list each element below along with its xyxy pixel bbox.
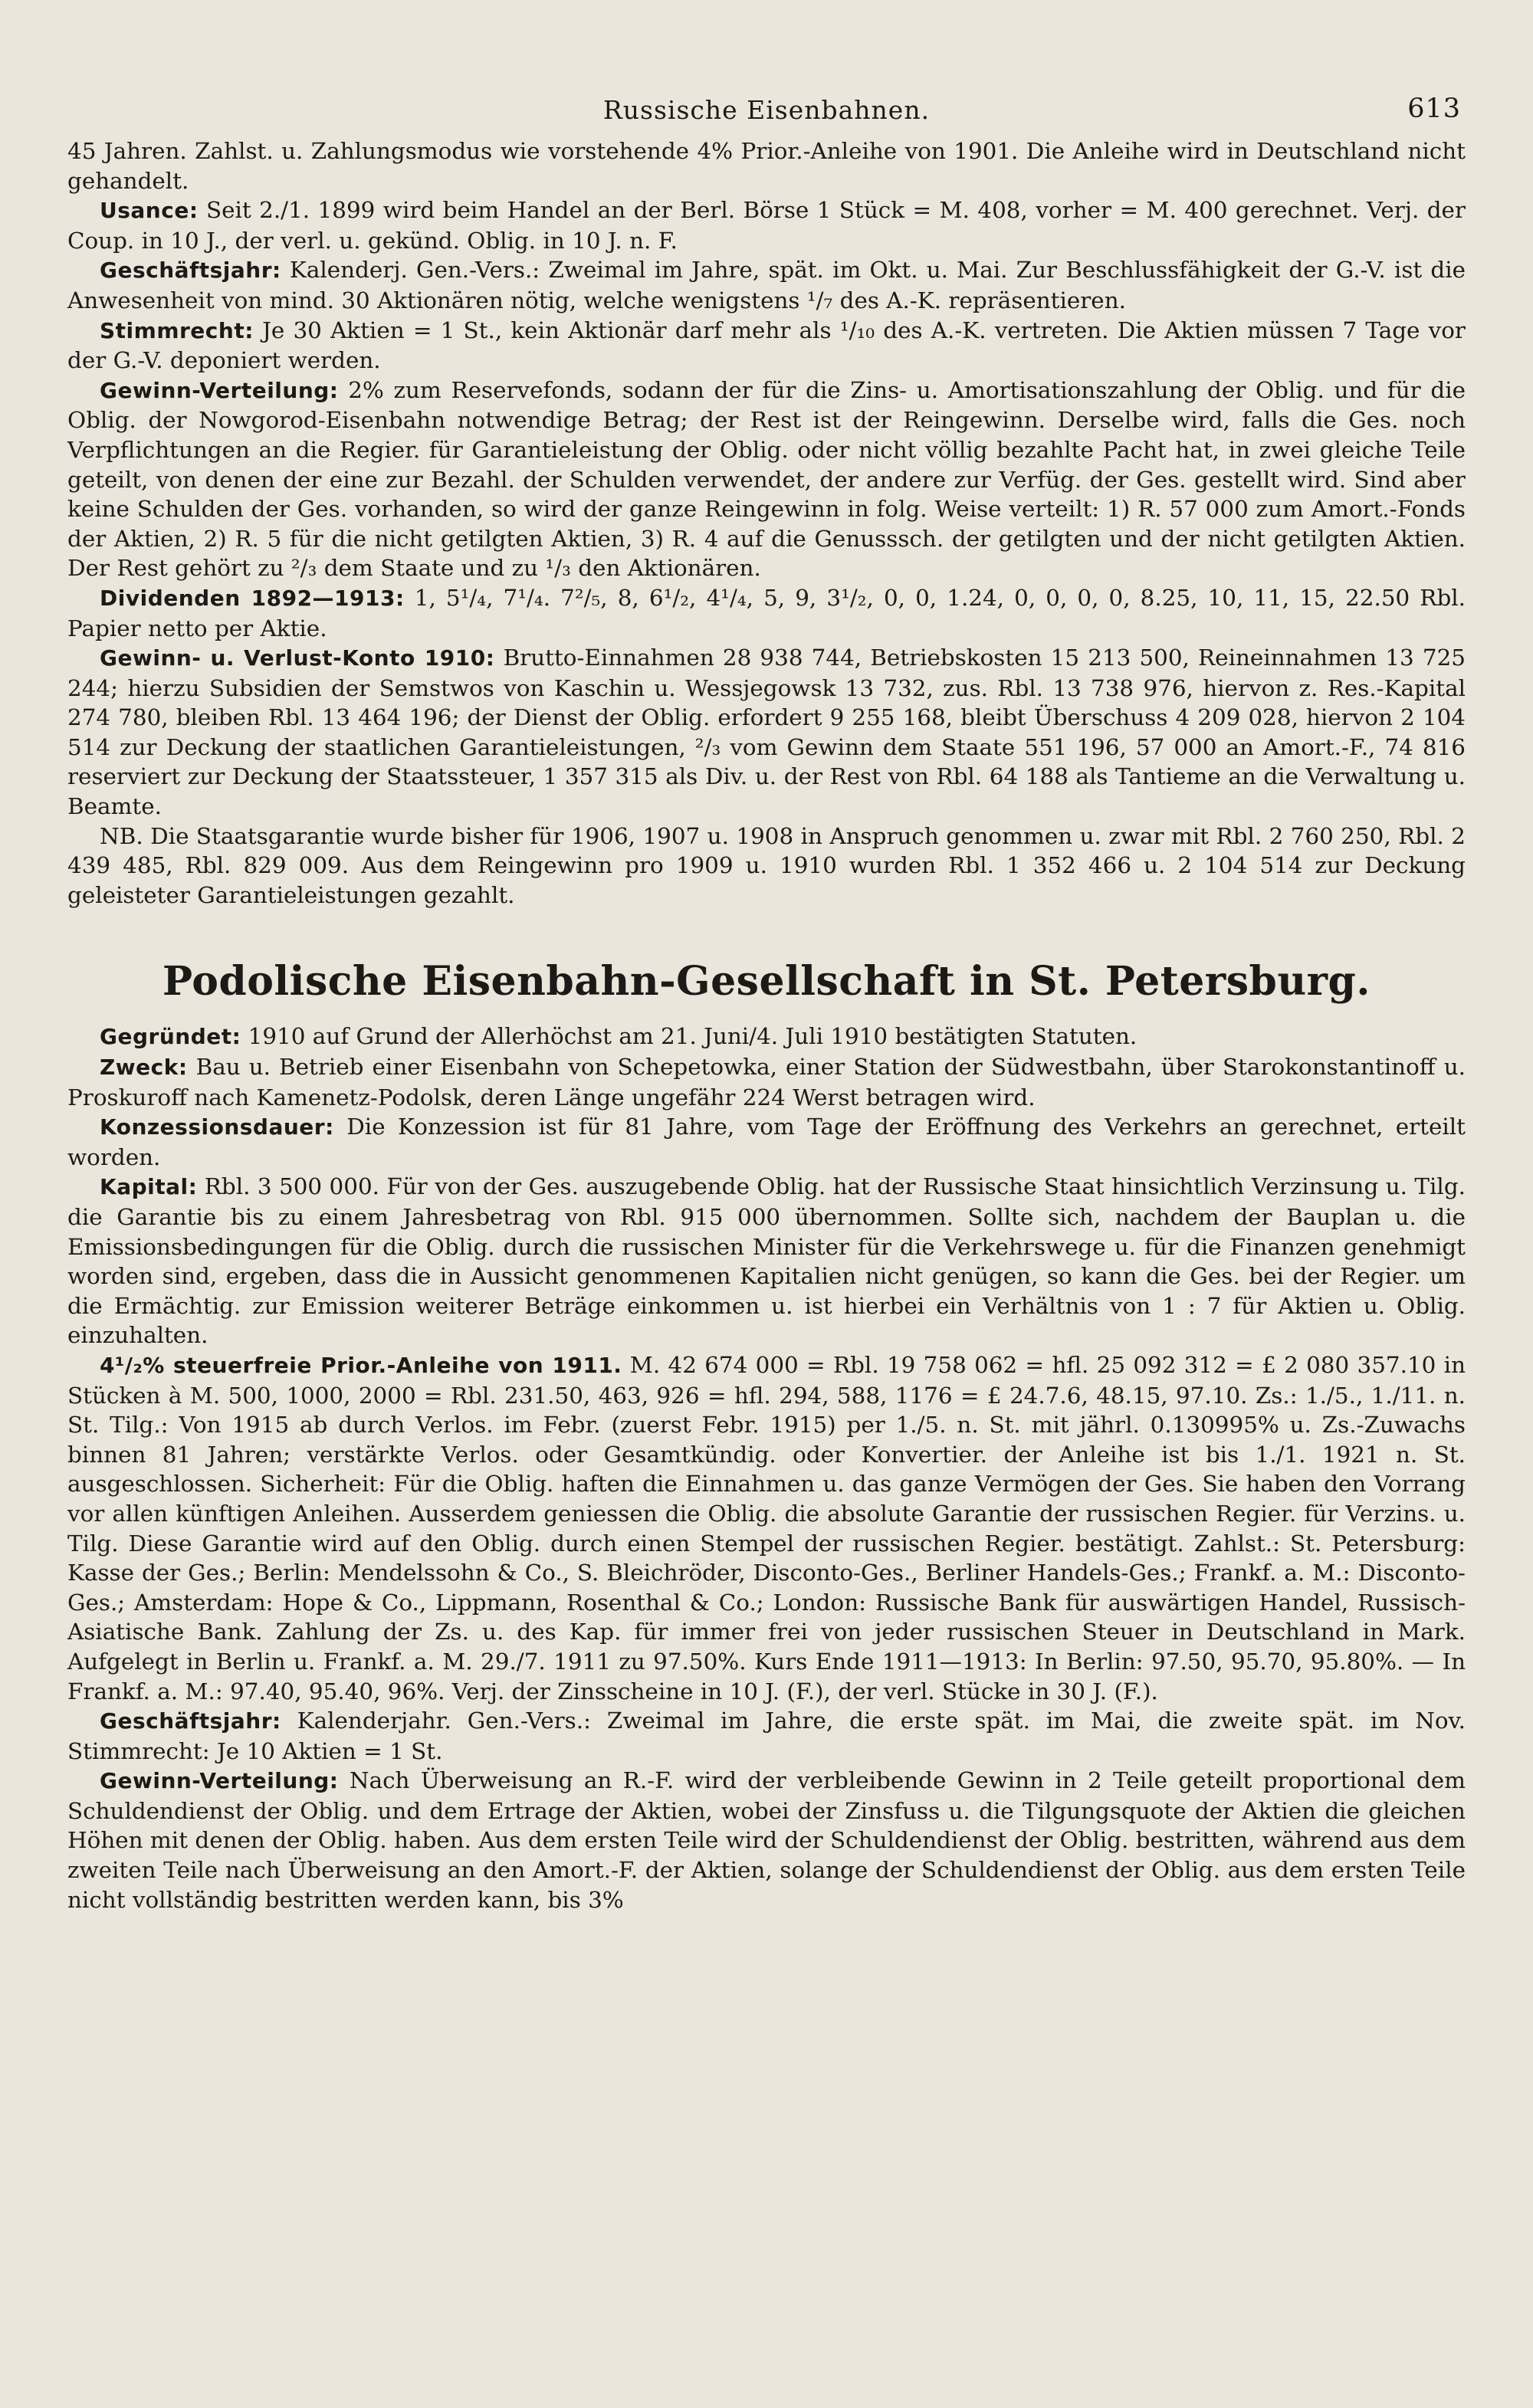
- paragraph-lead: Zweck:: [100, 1055, 188, 1081]
- paragraph: [67, 1766, 1466, 1914]
- paragraph-text: 1, 5¹/₄, 7¹/₄. 7²/₅, 8, 6¹/₂, 4¹/₄, 5, 9, 3¹/₂, 0, 0, 1.24, 0, 0, 0, 0, 8.25, 10, 11, 15, 22.50 Rbl. Papier netto per Aktie.: [67, 584, 1466, 641]
- paragraph-text: M. 42 674 000 = Rbl. 19 758 062 = hfl. 25 092 312 = £ 2 080 357.10 in Stücken à M. 500, 1000, 2000 = Rbl. 231.50, 463, 926 = hfl. 294, 588, 1176 = £ 24.7.6, 48.15, 97.10. Zs.: 1./5., 1./11. n. St. Tilg.: Von 1915 ab durch Verlos. im Febr. (zuerst Febr. 1915) per 1./5. n. St. mit jährl. 0.130995% u. Zs.-Zuwachs binnen 81 Jahren; verstärkte Verlos. oder Gesamtkündig. oder Konvertier. der Anleihe ist bis 1./1. 1921 n. St. ausgeschlossen. Sicherheit: Für die Oblig. haften die Einnahmen u. das ganze Vermögen der Ges. Sie haben den Vorrang vor allen künftigen Anleihen. Ausserdem geniessen die Oblig. die absolute Garantie der russischen Regier. für Verzins. u. Tilg. Diese Garantie wird auf den Oblig. durch einen Stempel der russischen Regier. bestätigt. Zahlst.: St. Petersburg: Kasse der Ges.; Berlin: Mendelssohn & Co., S. Bleichröder, Disconto-Ges., Berliner Handels-Ges.; Frankf. a. M.: Disconto-Ges.; Amsterdam: Hope & Co., Lippmann, Rosenthal & Co.; London: Russische Bank für auswärtigen Handel, Russisch-Asiatische Bank. Zahlung der Zs. u. des Kap. für immer frei von jeder russischen Steuer in Deutschland in Mark. Aufgelegt in Berlin u. Frankf. a. M. 29./7. 1911 zu 97.50%. Kurs Ende 1911—1913: In Berlin: 97.50, 95.70, 95.80%. — In Frankf. a. M.: 97.40, 95.40, 96%. Verj. der Zinsscheine in 10 J. (F.), der verl. Stücke in 30 J. (F.).: [67, 1351, 1466, 1704]
- paragraph: [67, 1350, 1466, 1706]
- paragraph-text: 2% zum Reservefonds, sodann der für die Zins- u. Amortisationszahlung der Oblig. und für die Oblig. der Nowgorod-Eisenbahn notwendige Betrag; der Rest ist der Reingewinn. Derselbe wird, falls die Ges. noch Verpflichtungen an die Regier. für Garantieleistung der Oblig. oder nicht völlig bezahlte Pacht hat, in zwei gleiche Teile geteilt, von denen der eine zur Bezahl. der Schulden verwendet, der andere zur Verfüg. der Ges. gestellt wird. Sind aber keine Schulden der Ges. vorhanden, so wird der ganze Reingewinn in folg. Weise verteilt: 1) R. 57 000 zum Amort.-Fonds der Aktien, 2) R. 5 für die nicht getilgten Aktien, 3) R. 4 auf die Genusssch. der getilgten und der nicht getilgten Aktien. Der Rest gehört zu ²/₃ dem Staate und zu ¹/₃ den Aktionären.: [67, 376, 1466, 582]
- paragraph-lead: Gewinn-Verteilung:: [100, 1768, 339, 1794]
- paragraph-lead: Usance:: [100, 198, 199, 224]
- paragraph: [67, 316, 1466, 376]
- paragraph: [67, 1172, 1466, 1350]
- running-title: Russische Eisenbahnen.: [602, 95, 931, 125]
- paragraph-lead: Geschäftsjahr:: [100, 1708, 281, 1734]
- paragraph-lead: Stimmrecht:: [100, 317, 254, 343]
- paragraph-text: Die Konzession ist für 81 Jahre, vom Tage der Eröffnung des Verkehrs an gerechnet, erteilt worden.: [67, 1114, 1466, 1170]
- paragraph-text: Seit 2./1. 1899 wird beim Handel an der Berl. Börse 1 Stück = M. 408, vorher = M. 400 gerechnet. Verj. der Coup. in 10 J., der verl. u. gekünd. Oblig. in 10 J. n. F.: [67, 197, 1466, 254]
- section-podolische-eisenbahn: [67, 1022, 1466, 1914]
- paragraph-text: NB. Die Staatsgarantie wurde bisher für 1906, 1907 u. 1908 in Anspruch genommen u. zwar mit Rbl. 2 760 250, Rbl. 2 439 485, Rbl. 829 009. Aus dem Reingewinn pro 1909 u. 1910 wurden Rbl. 1 352 466 u. 2 104 514 zur Deckung geleisteter Garantieleistungen gezahlt.: [67, 822, 1466, 908]
- running-header: [67, 93, 1466, 136]
- paragraph: [67, 136, 1466, 195]
- paragraph: [67, 1706, 1466, 1766]
- paragraph: [67, 643, 1466, 822]
- paragraph: [67, 1022, 1466, 1052]
- paragraph-lead: Dividenden 1892—1913:: [100, 585, 405, 611]
- paragraph: [67, 583, 1466, 643]
- paragraph-lead: Gewinn- u. Verlust-Konto 1910:: [100, 645, 495, 671]
- paragraph-lead: 4¹/₂% steuerfreie Prior.-Anleihe von 1911.: [100, 1352, 622, 1378]
- paragraph-lead: Konzessionsdauer:: [100, 1114, 334, 1140]
- paragraph-lead: Geschäftsjahr:: [100, 258, 281, 284]
- paragraph-text: Rbl. 3 500 000. Für von der Ges. auszugebende Oblig. hat der Russische Staat hinsichtlich Verzinsung u. Tilg. die Garantie bis zu einem Jahresbetrag von Rbl. 915 000 übernommen. Sollte sich, nachdem der Bauplan u. die Emissionsbedingungen für die Oblig. durch die russischen Minister für die Verkehrswege u. für die Finanzen genehmigt worden sind, ergeben, dass die in Aussicht genommenen Kapitalien nicht genügen, so kann die Ges. bei der Regier. um die Ermächtig. zur Emission weiterer Beträge einkommen u. ist hierbei ein Verhältnis von 1 : 7 für Aktien u. Oblig. einzuhalten.: [67, 1173, 1466, 1349]
- paragraph-text: 1910 auf Grund der Allerhöchst am 21. Juni/4. Juli 1910 bestätigten Statuten.: [241, 1023, 1137, 1050]
- paragraph-text: Kalenderjahr. Gen.-Vers.: Zweimal im Jahre, die erste spät. im Mai, die zweite spät. im Nov. Stimmrecht: Je 10 Aktien = 1 St.: [67, 1708, 1466, 1764]
- paragraph: [67, 1052, 1466, 1112]
- paragraph: [67, 822, 1466, 910]
- paragraph: [67, 1112, 1466, 1172]
- paragraph: [67, 195, 1466, 255]
- section-heading: Podolische Eisenbahn-Gesellschaft in St. Petersburg.: [162, 958, 1371, 1006]
- paragraph-lead: Gewinn-Verteilung:: [100, 377, 339, 403]
- paragraph-text: Nach Überweisung an R.-F. wird der verbleibende Gewinn in 2 Teile geteilt proportional dem Schuldendienst der Oblig. und dem Ertrage der Aktien, wobei der Zinsfuss u. die Tilgungsquote der Aktien die gleichen Höhen mit denen der Oblig. haben. Aus dem ersten Teile wird der Schuldendienst der Oblig. bestritten, während aus dem zweiten Teile nach Überweisung an den Amort.-F. der Aktien, solange der Schuldendienst der Oblig. aus dem ersten Teile nicht vollständig bestritten werden kann, bis 3%: [67, 1767, 1466, 1913]
- paragraph: [67, 255, 1466, 315]
- paragraph-lead: Gegründet:: [100, 1024, 241, 1050]
- paragraph-text: Bau u. Betrieb einer Eisenbahn von Schepetowka, einer Station der Südwestbahn, über Starokonstantinoff u. Proskuroff nach Kamenetz-Podolsk, deren Länge ungefähr 224 Werst betragen wird.: [67, 1054, 1466, 1111]
- paragraph: [67, 376, 1466, 583]
- paragraph-text: Brutto-Einnahmen 28 938 744, Betriebskosten 15 213 500, Reineinnahmen 13 725 244; hierzu Subsidien der Semstwos von Kaschin u. Wessjegowsk 13 732, zus. Rbl. 13 738 976, hiervon z. Res.-Kapital 274 780, bleiben Rbl. 13 464 196; der Dienst der Oblig. erfordert 9 255 168, bleibt Überschuss 4 209 028, hiervon 2 104 514 zur Deckung der staatlichen Garantieleistungen, ²/₃ vom Gewinn dem Staate 551 196, 57 000 an Amort.-F., 74 816 reserviert zur Deckung der Staatssteuer, 1 357 315 als Div. u. der Rest von Rbl. 64 188 als Tantieme an die Verwaltung u. Beamte.: [67, 645, 1466, 820]
- paragraph-lead: Kapital:: [100, 1174, 198, 1200]
- paragraph-text: Kalenderj. Gen.-Vers.: Zweimal im Jahre, spät. im Okt. u. Mai. Zur Beschlussfähigkeit der G.-V. ist die Anwesenheit von mind. 30 Aktionären nötig, welche wenigstens ¹/₇ des A.-K. repräsentieren.: [67, 257, 1466, 313]
- section-russian-railway-continued: [67, 136, 1466, 910]
- paragraph-text: Je 30 Aktien = 1 St., kein Aktionär darf mehr als ¹/₁₀ des A.-K. vertreten. Die Aktien müssen 7 Tage vor der G.-V. deponiert werden.: [67, 317, 1466, 374]
- page-number: 613: [1407, 93, 1461, 124]
- paragraph-text: 45 Jahren. Zahlst. u. Zahlungsmodus wie vorstehende 4% Prior.-Anleihe von 1901. Die Anleihe wird in Deutschland nicht gehandelt.: [67, 138, 1466, 194]
- text-body: [67, 136, 1466, 1914]
